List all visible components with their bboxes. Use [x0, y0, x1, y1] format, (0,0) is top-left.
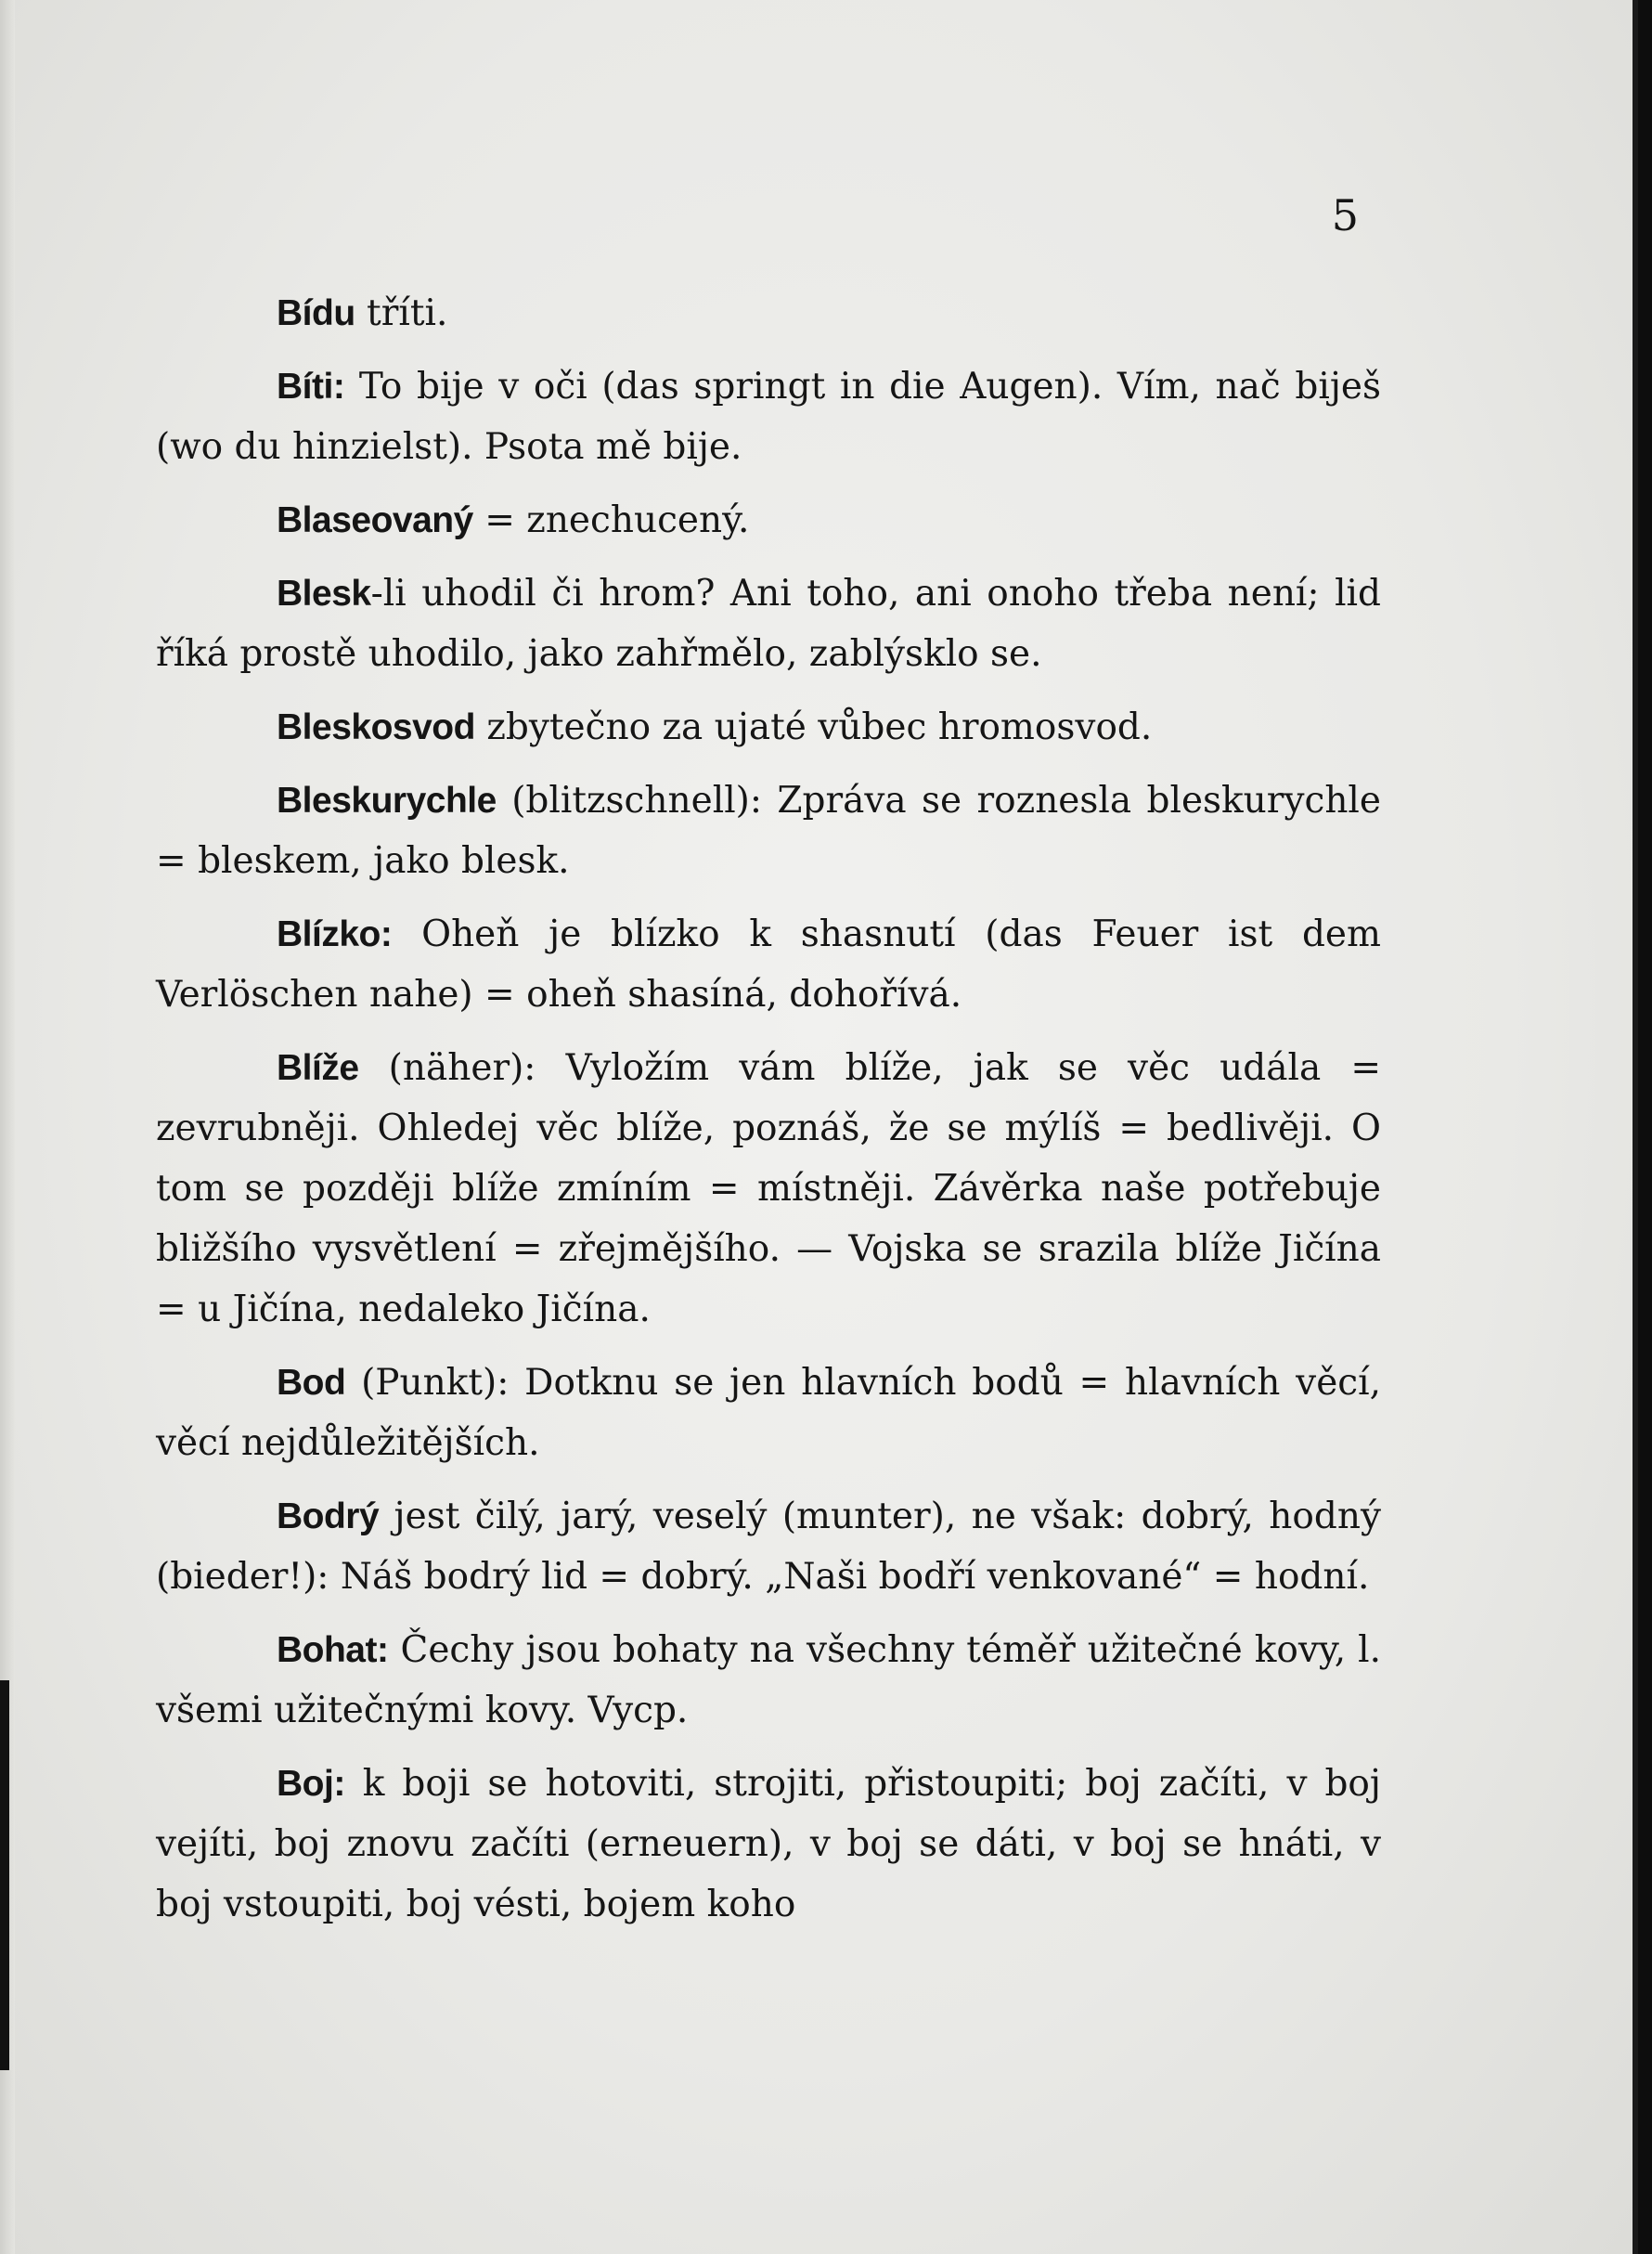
entry-body: Oheň je blízko k shasnutí (das Feuer ist dem Verlöschen nahe) = oheň shasíná, dohořívá. — [156, 913, 1381, 1016]
headword: Bodrý — [277, 1496, 380, 1536]
entry-body: Čechy jsou bohaty na všechny téměř užitečné kovy, l. všemi užitečnými kovy. Vycp. — [156, 1629, 1381, 1731]
entry-blesk — [156, 564, 1381, 684]
entry-body: (näher): Vyložím vám blíže, jak se věc udála = zevrubněji. Ohledej věc blíže, poznáš, že se mýlíš = bedlivěji. O tom se později blíže zmíním = místněji. Závěrka naše potřebuje bližšího vysvětlení = zřejmějšího. — Vojska se srazila blíže Jičína = u Jičína, nedaleko Jičína. — [156, 1047, 1381, 1330]
entry-body: To bije v oči (das springt in die Augen). Vím, nač biješ (wo du hinzielst). Psota mě bije. — [156, 366, 1381, 468]
entry-bohat — [156, 1620, 1381, 1741]
headword: Blaseovaný — [277, 500, 473, 540]
headword: Blíže — [277, 1048, 359, 1088]
dictionary-text — [156, 283, 1381, 1948]
entry-body: zbytečno za ujaté vůbec hromosvod. — [474, 706, 1153, 748]
headword: Bod — [277, 1363, 346, 1403]
page-number: 5 — [1331, 190, 1359, 240]
entry-body: -li uhodil či hrom? Ani toho, ani onoho třeba není; lid říká prostě uhodilo, jako zahřmělo, zablýsklo se. — [156, 573, 1381, 675]
headword: Blesk — [277, 574, 371, 614]
headword: Blízko: — [277, 914, 393, 954]
entry-bleskurychle — [156, 771, 1381, 891]
entry-biti — [156, 356, 1381, 477]
entry-bidu — [156, 283, 1381, 343]
entry-bodry — [156, 1486, 1381, 1607]
entry-bleskosvod — [156, 697, 1381, 758]
binding-shadow — [0, 1680, 9, 2070]
entry-body: tříti. — [355, 292, 448, 334]
entry-bod — [156, 1353, 1381, 1473]
entry-body: jest čilý, jarý, veselý (munter), ne však: dobrý, hodný (bieder!): Náš bodrý lid = dobrý. „Naši bodří venkované“ = hodní. — [156, 1496, 1381, 1598]
entry-body: k boji se hotoviti, strojiti, přistoupiti; boj začíti, v boj vejíti, boj znovu začíti (erneuern), v boj se dáti, v boj se hnáti, v boj vstoupiti, boj vésti, bojem koho — [156, 1763, 1381, 1925]
headword: Bídu — [277, 293, 355, 333]
entry-body: (blitzschnell): Zpráva se roznesla bleskurychle = bleskem, jako blesk. — [156, 780, 1381, 882]
headword: Boj: — [277, 1764, 345, 1804]
entry-blaseovany — [156, 490, 1381, 551]
entry-blize — [156, 1038, 1381, 1340]
headword: Bíti: — [277, 367, 345, 407]
entry-body: = znechucený. — [472, 499, 750, 541]
headword: Bohat: — [277, 1630, 389, 1670]
headword: Bleskosvod — [277, 707, 475, 747]
entry-blizko — [156, 904, 1381, 1025]
headword: Bleskurychle — [277, 781, 497, 821]
entry-body: (Punkt): Dotknu se jen hlavních bodů = hlavních věcí, věcí nejdůležitějších. — [156, 1362, 1381, 1464]
entry-boj — [156, 1754, 1381, 1935]
